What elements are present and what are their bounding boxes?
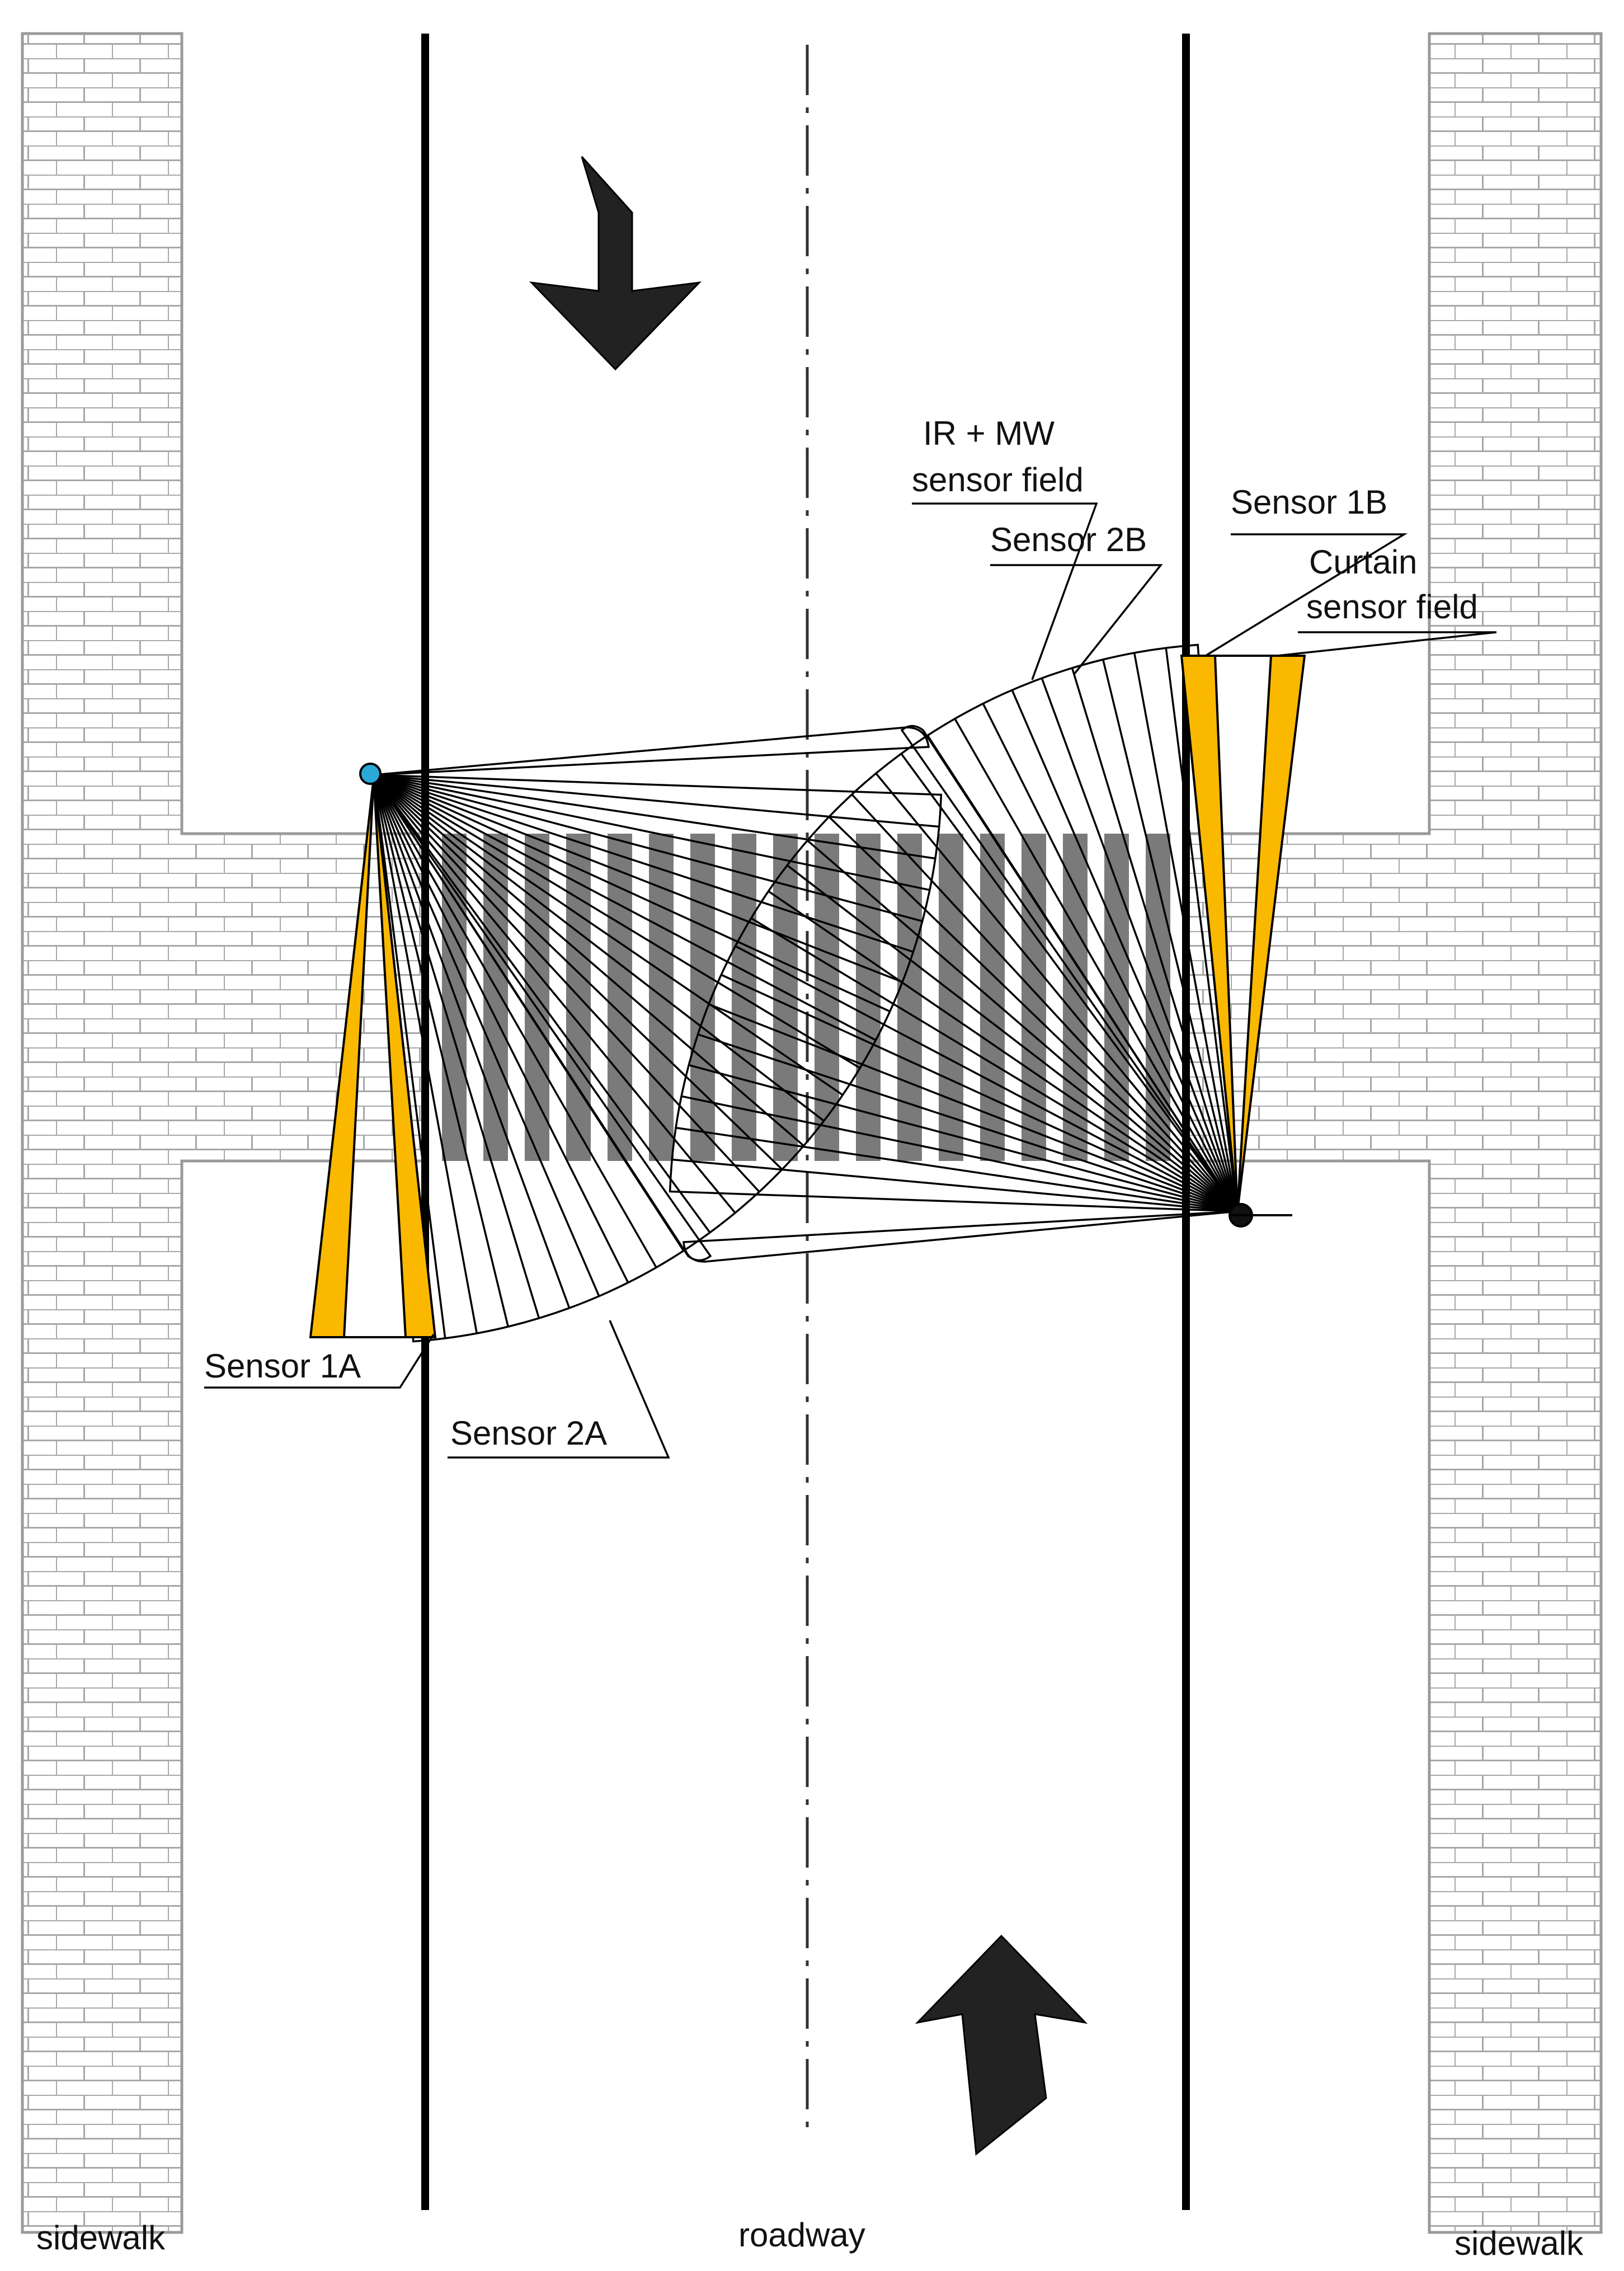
label-roadway: roadway xyxy=(738,2216,865,2254)
label-sidewalk-right: sidewalk xyxy=(1454,2225,1584,2262)
crosswalk-stripe xyxy=(1022,834,1046,1161)
label-ir-mw-line1: IR + MW xyxy=(923,415,1055,452)
label-sensor-2a: Sensor 2A xyxy=(450,1414,608,1452)
crosswalk-stripe xyxy=(1063,834,1088,1161)
label-sensor-2b: Sensor 2B xyxy=(990,521,1147,558)
label-curtain-line2: sensor field xyxy=(1306,588,1478,626)
label-curtain-line1: Curtain xyxy=(1309,543,1418,581)
sensor-1a-device xyxy=(360,764,380,784)
label-sensor-1a: Sensor 1A xyxy=(204,1347,361,1385)
label-ir-mw-line2: sensor field xyxy=(912,461,1084,499)
label-sidewalk-left: sidewalk xyxy=(36,2219,166,2256)
crosswalk-stripe xyxy=(815,834,839,1161)
label-sensor-1b: Sensor 1B xyxy=(1231,483,1388,521)
crosswalk-stripe xyxy=(897,834,922,1161)
crosswalk-stripe xyxy=(483,834,508,1161)
